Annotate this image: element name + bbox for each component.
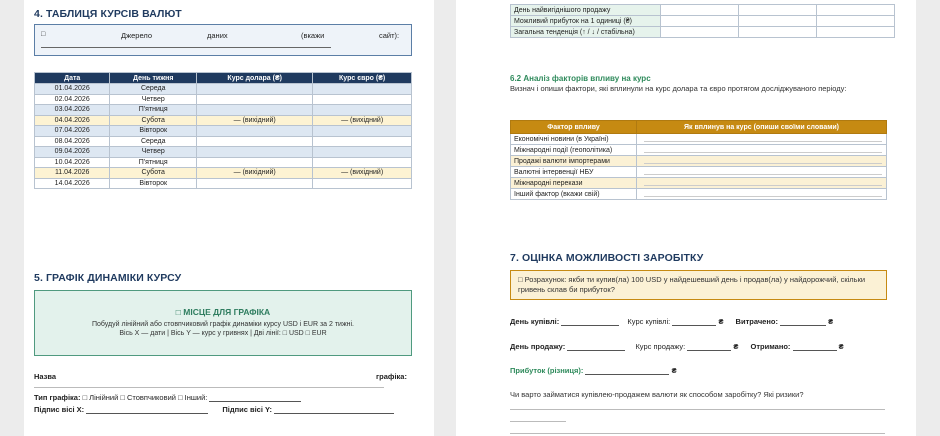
rate-cell-eur[interactable] <box>313 136 412 147</box>
rate-cell-date: 11.04.2026 <box>35 168 110 179</box>
rate-cell-day: Середа <box>110 136 197 147</box>
source-word-1: Джерело <box>121 31 152 40</box>
profit-line[interactable] <box>585 367 669 375</box>
calculation-box: □ Розрахунок: якби ти купив(ла) 100 USD у найдешевший день і продав(ла) у найдорожчий, скільки гривень склав би прибуток? <box>510 270 887 300</box>
summary-row-label: Можливий прибуток на 1 одиниці (₴) <box>511 16 661 27</box>
table-row <box>35 115 412 126</box>
chart-name-label: Назва <box>34 372 57 381</box>
summary-table <box>510 4 895 38</box>
rate-cell-date: 07.04.2026 <box>35 126 110 137</box>
source-word-2: даних <box>207 31 228 40</box>
rate-cell-date: 10.04.2026 <box>35 157 110 168</box>
section-4-title: 4. ТАБЛИЦЯ КУРСІВ ВАЛЮТ <box>34 8 182 20</box>
factor-row <box>511 145 887 156</box>
rate-cell-day: Вівторок <box>110 178 197 189</box>
table-row <box>35 105 412 116</box>
factor-name: Міжнародні перекази <box>511 178 637 189</box>
rate-cell-usd[interactable] <box>197 126 313 137</box>
spent-line[interactable] <box>780 318 826 326</box>
rate-cell-date: 08.04.2026 <box>35 136 110 147</box>
factor-answer-cell[interactable] <box>637 178 887 189</box>
factor-answer-line[interactable] <box>644 158 882 164</box>
rates-table <box>34 72 412 189</box>
table-row <box>35 136 412 147</box>
y-axis-label: Підпис вісі Y: <box>222 405 272 414</box>
chart-placeholder-line-1: Побудуй лінійний або стовпчиковий графік динаміки курсу USD і EUR за 2 тижні. <box>91 321 355 328</box>
summary-cell[interactable] <box>739 5 817 16</box>
factor-answer-cell[interactable] <box>637 167 887 178</box>
rate-cell-usd[interactable] <box>197 157 313 168</box>
sell-day-line[interactable] <box>567 343 625 351</box>
rate-cell-usd: — (вихідний) <box>197 168 313 179</box>
rate-cell-eur[interactable] <box>313 94 412 105</box>
factor-answer-line[interactable] <box>644 191 882 197</box>
answer-line-3[interactable] <box>510 433 885 434</box>
currency-sign: ₴ <box>838 342 844 351</box>
rate-cell-eur[interactable] <box>313 157 412 168</box>
summary-cell[interactable] <box>661 16 739 27</box>
received-label: Отримано: <box>750 342 791 351</box>
rate-cell-day: П'ятниця <box>110 157 197 168</box>
table-row <box>35 168 412 179</box>
section-7-title: 7. ОЦІНКА МОЖЛИВОСТІ ЗАРОБІТКУ <box>510 252 704 264</box>
factor-name: Валютні інтервенції НБУ <box>511 167 637 178</box>
worksheet-page-right <box>456 0 916 436</box>
rates-header-1: День тижня <box>110 73 197 84</box>
rate-cell-usd[interactable] <box>197 136 313 147</box>
rate-cell-eur[interactable] <box>313 126 412 137</box>
rate-cell-day: Четвер <box>110 94 197 105</box>
chart-placeholder-line-2: Вісь X — дати | Вісь Y — курс у гривнях | Дві лінії: □ USD □ EUR <box>119 330 327 337</box>
section-6-2-title: 6.2 Аналіз факторів впливу на курс <box>510 74 651 83</box>
rate-cell-day: Субота <box>110 115 197 126</box>
factor-row <box>511 134 887 145</box>
rate-cell-date: 02.04.2026 <box>35 94 110 105</box>
source-checkbox[interactable]: □ <box>41 31 46 38</box>
sell-day-label: День продажу: <box>510 342 566 351</box>
chart-placeholder-box[interactable] <box>34 290 412 356</box>
factors-table <box>510 120 887 200</box>
summary-cell[interactable] <box>739 16 817 27</box>
source-word-3: (вкажи <box>301 31 325 40</box>
x-axis-label: Підпис вісі X: <box>34 405 85 414</box>
profit-label: Прибуток (різниця): <box>510 366 584 375</box>
factor-row <box>511 178 887 189</box>
rate-cell-usd[interactable] <box>197 147 313 158</box>
currency-sign: ₴ <box>733 342 739 351</box>
risk-question: Чи варто займатися купівлею-продажем валюти як способом заробітку? Які ризики? <box>510 390 804 399</box>
source-box <box>34 24 412 56</box>
summary-row <box>511 27 895 38</box>
table-row <box>35 178 412 189</box>
answer-line-1[interactable] <box>510 409 885 410</box>
sell-rate-label: Курс продажу: <box>635 342 686 351</box>
rate-cell-date: 04.04.2026 <box>35 115 110 126</box>
summary-cell[interactable] <box>817 16 895 27</box>
table-row <box>35 147 412 158</box>
summary-cell[interactable] <box>817 5 895 16</box>
rate-cell-date: 14.04.2026 <box>35 178 110 189</box>
rate-cell-date: 03.04.2026 <box>35 105 110 116</box>
summary-row-label: Загальна тенденція (↑ / ↓ / стабільна) <box>511 27 661 38</box>
worksheet-page-left <box>24 0 434 436</box>
summary-row <box>511 5 895 16</box>
chart-type-other-line[interactable] <box>209 394 301 402</box>
buy-day-line[interactable] <box>561 318 619 326</box>
rate-cell-usd[interactable] <box>197 94 313 105</box>
source-input-line[interactable] <box>41 47 331 48</box>
factor-answer-line[interactable] <box>644 169 882 175</box>
factor-name: Продажі валюти імпортерами <box>511 156 637 167</box>
rate-cell-eur[interactable] <box>313 147 412 158</box>
rate-cell-day: Вівторок <box>110 126 197 137</box>
summary-cell[interactable] <box>661 5 739 16</box>
buy-rate-line[interactable] <box>672 318 716 326</box>
factor-name: Міжнародні події (геополітика) <box>511 145 637 156</box>
chart-type-label: Тип графіка: <box>34 393 81 402</box>
rate-cell-eur: — (вихідний) <box>313 168 412 179</box>
factor-header-0: Фактор впливу <box>511 121 637 134</box>
rates-header-3: Курс євро (₴) <box>313 73 412 84</box>
rate-cell-eur[interactable] <box>313 178 412 189</box>
factor-row <box>511 189 887 200</box>
chart-type-options[interactable]: □ Лінійний □ Стовпчиковий □ Інший: <box>82 393 208 402</box>
factor-answer-cell[interactable] <box>637 145 887 156</box>
rate-cell-usd[interactable] <box>197 84 313 95</box>
factor-answer-cell[interactable] <box>637 189 887 200</box>
rate-cell-day: П'ятниця <box>110 105 197 116</box>
table-row <box>35 126 412 137</box>
rate-cell-eur[interactable] <box>313 84 412 95</box>
chart-name-line[interactable] <box>34 387 384 388</box>
summary-row-label: День найвигіднішого продажу <box>511 5 661 16</box>
table-row <box>35 157 412 168</box>
rate-cell-day: Четвер <box>110 147 197 158</box>
summary-cell[interactable] <box>739 27 817 38</box>
currency-sign: ₴ <box>718 317 724 326</box>
currency-sign: ₴ <box>671 366 677 375</box>
factor-answer-line[interactable] <box>644 180 882 186</box>
table-row <box>35 84 412 95</box>
rate-cell-usd[interactable] <box>197 178 313 189</box>
rate-cell-eur: — (вихідний) <box>313 115 412 126</box>
rates-header-0: Дата <box>35 73 110 84</box>
currency-sign: ₴ <box>828 317 834 326</box>
buy-day-label: День купівлі: <box>510 317 560 326</box>
chart-placeholder-title: □ МІСЦЕ ДЛЯ ГРАФІКА <box>175 307 271 317</box>
factor-name: Інший фактор (вкажи свій) <box>511 189 637 200</box>
source-word-4: сайт): <box>379 31 400 40</box>
rate-cell-date: 01.04.2026 <box>35 84 110 95</box>
y-axis-line[interactable] <box>274 406 394 414</box>
summary-row <box>511 16 895 27</box>
section-6-2-text: Визнач і опиши фактори, які вплинули на курс долара та євро протягом досліджуваного періоду: <box>510 84 847 93</box>
buy-rate-label: Курс купівлі: <box>627 317 671 326</box>
sell-rate-line[interactable] <box>687 343 731 351</box>
factor-answer-line[interactable] <box>644 147 882 153</box>
factor-name: Економічні новини (в Україні) <box>511 134 637 145</box>
factor-answer-cell[interactable] <box>637 134 887 145</box>
chart-name-label-2: графіка: <box>376 372 407 381</box>
rate-cell-day: Субота <box>110 168 197 179</box>
factor-header-1: Як вплинув на курс (опиши своїми словами) <box>637 121 887 134</box>
answer-line-2[interactable] <box>510 421 566 422</box>
table-row <box>35 94 412 105</box>
summary-cell[interactable] <box>817 27 895 38</box>
factor-row <box>511 167 887 178</box>
received-line[interactable] <box>793 343 837 351</box>
section-5-title: 5. ГРАФІК ДИНАМІКИ КУРСУ <box>34 272 182 284</box>
x-axis-line[interactable] <box>86 406 208 414</box>
rate-cell-eur[interactable] <box>313 105 412 116</box>
factor-answer-cell[interactable] <box>637 156 887 167</box>
spent-label: Витрачено: <box>735 317 778 326</box>
rate-cell-usd[interactable] <box>197 105 313 116</box>
rate-cell-date: 09.04.2026 <box>35 147 110 158</box>
rate-cell-day: Середа <box>110 84 197 95</box>
summary-cell[interactable] <box>661 27 739 38</box>
rate-cell-usd: — (вихідний) <box>197 115 313 126</box>
rates-header-2: Курс долара (₴) <box>197 73 313 84</box>
factor-answer-line[interactable] <box>644 136 882 142</box>
factor-row <box>511 156 887 167</box>
